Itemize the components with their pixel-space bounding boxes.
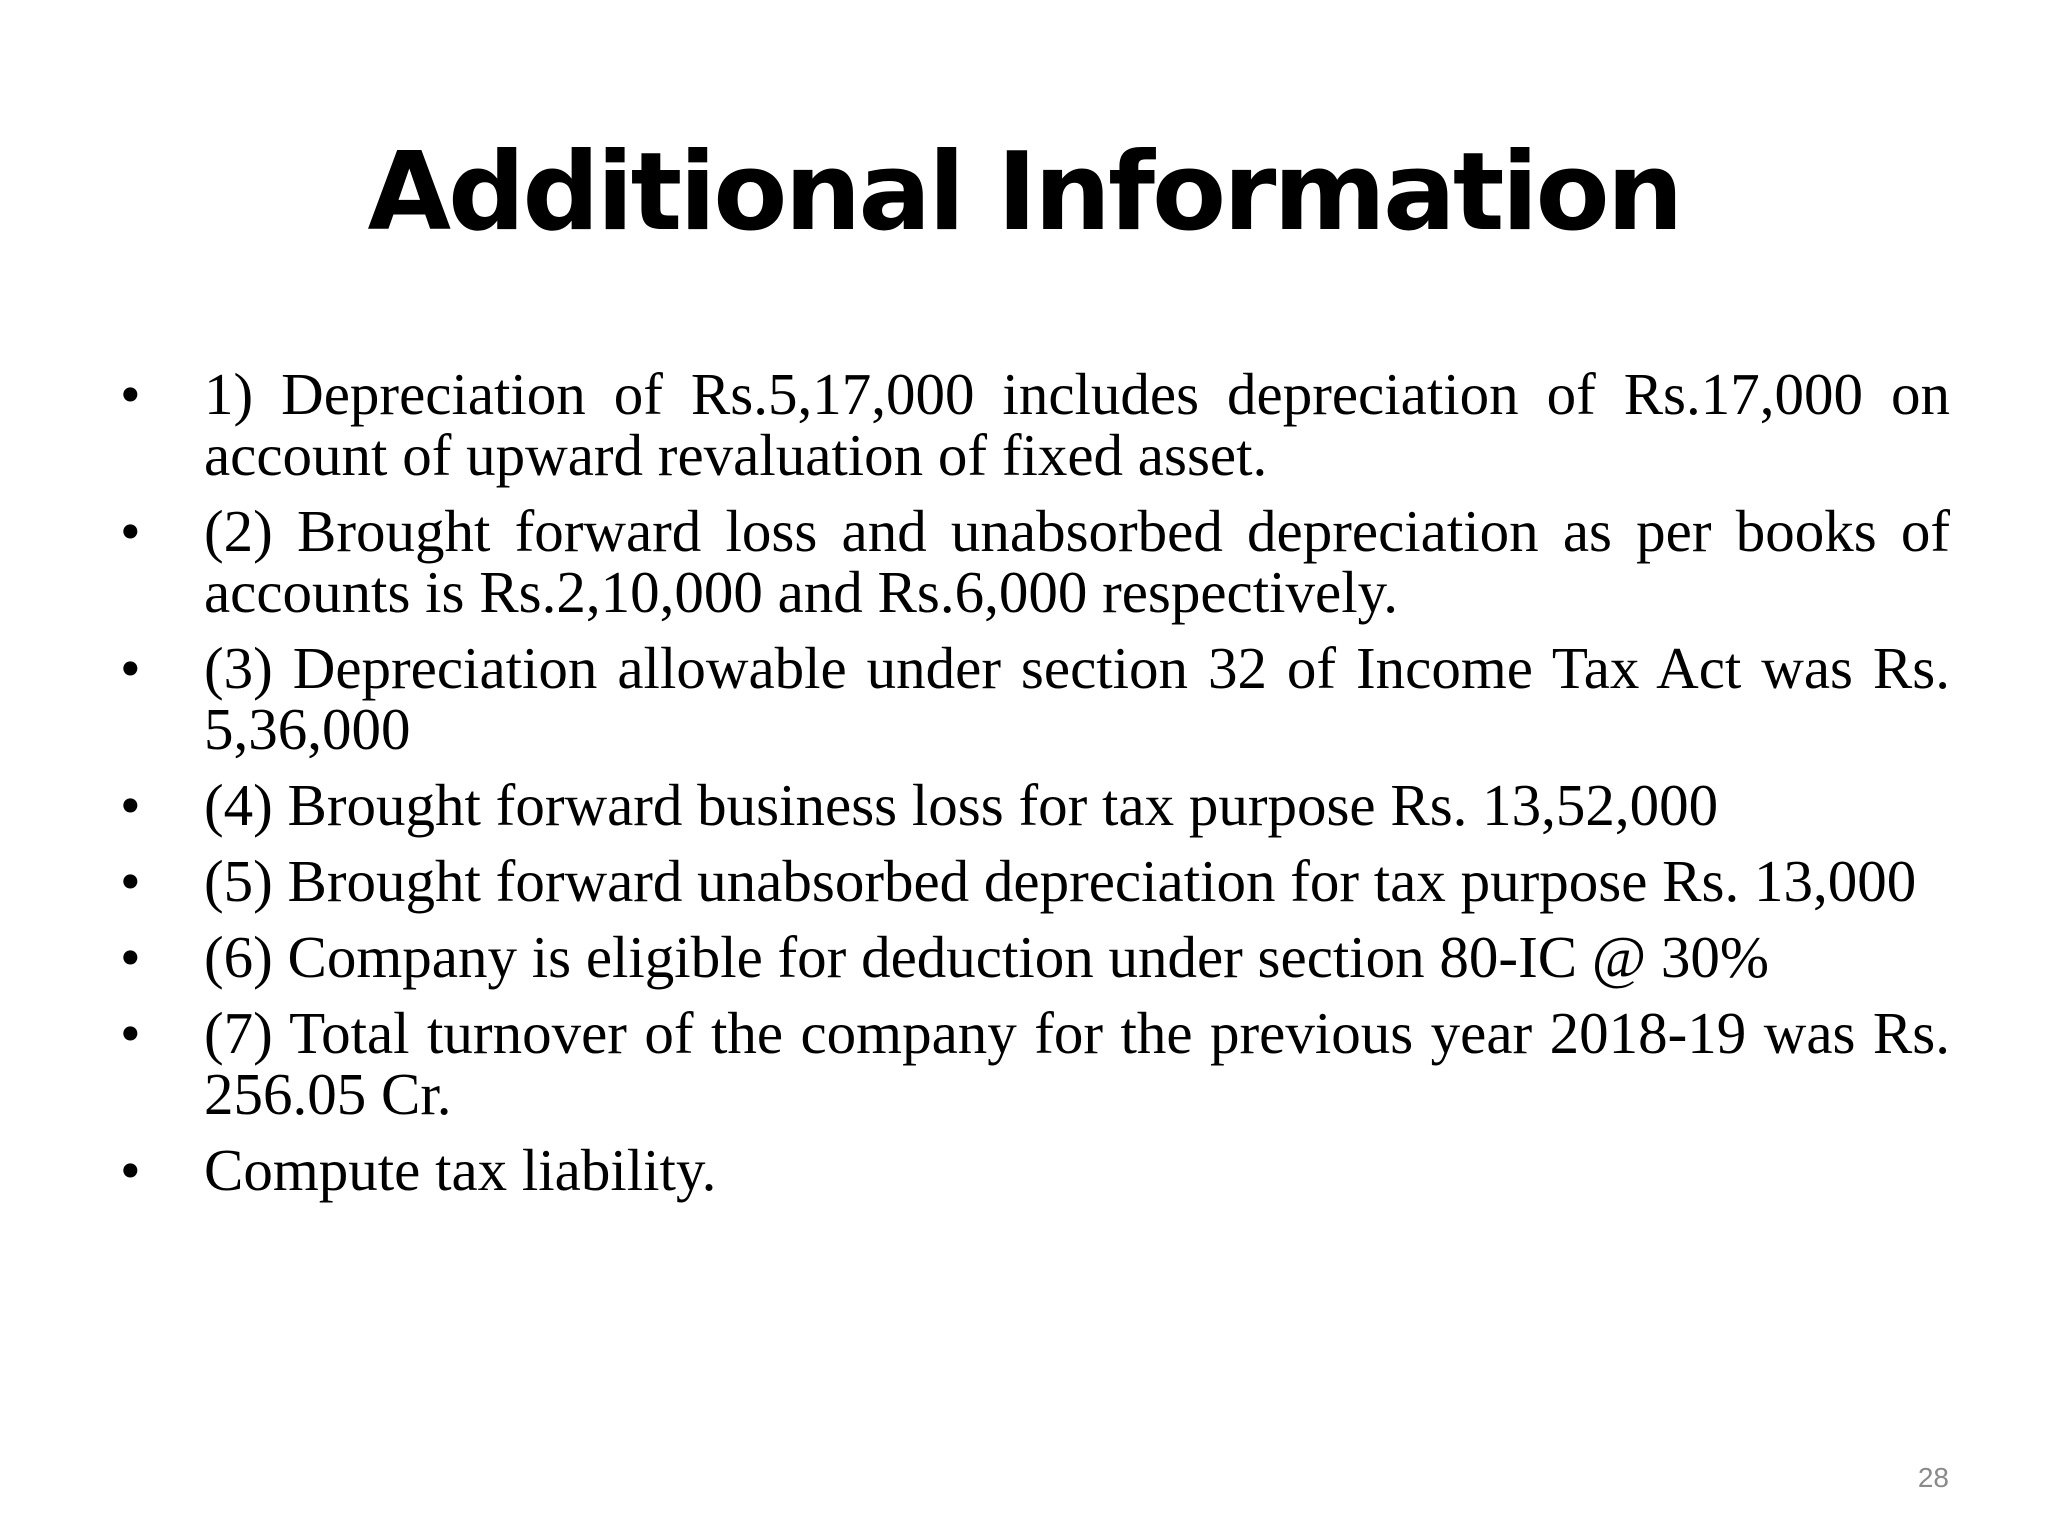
bullet-icon: • [120, 1137, 141, 1203]
list-item [120, 1000, 1950, 1127]
bullet-list [120, 361, 1950, 1216]
slide-title: Additional Information [367, 130, 1681, 255]
list-item-text: (6) Company is eligible for deduction under section 80-IC @ 30% [204, 924, 1770, 990]
list-item [120, 498, 1950, 625]
list-item [120, 1137, 1950, 1203]
bullet-icon: • [120, 635, 141, 701]
list-item [120, 635, 1950, 762]
bullet-icon: • [120, 1000, 141, 1066]
list-item-text: 1) Depreciation of Rs.5,17,000 includes depreciation of Rs.17,000 on account of upward revaluation of fixed asset. [204, 361, 1950, 488]
list-item-text: (4) Brought forward business loss for tax purpose Rs. 13,52,000 [204, 772, 1719, 838]
list-item-text: (3) Depreciation allowable under section 32 of Income Tax Act was Rs. 5,36,000 [204, 635, 1950, 762]
bullet-icon: • [120, 361, 141, 427]
list-item-text: (2) Brought forward loss and unabsorbed depreciation as per books of accounts is Rs.2,10,000 and Rs.6,000 respectively. [204, 498, 1950, 625]
bullet-icon: • [120, 924, 141, 990]
list-item [120, 772, 1950, 838]
list-item-text: Compute tax liability. [204, 1137, 717, 1203]
list-item [120, 361, 1950, 488]
list-item-text: (7) Total turnover of the company for the previous year 2018-19 was Rs. 256.05 Cr. [204, 1000, 1950, 1127]
list-item [120, 848, 1950, 914]
list-item [120, 924, 1950, 990]
bullet-icon: • [120, 772, 141, 838]
page-number: 28 [1917, 1462, 1949, 1493]
bullet-icon: • [120, 848, 141, 914]
list-item-text: (5) Brought forward unabsorbed depreciation for tax purpose Rs. 13,000 [204, 848, 1917, 914]
bullet-icon: • [120, 498, 141, 564]
